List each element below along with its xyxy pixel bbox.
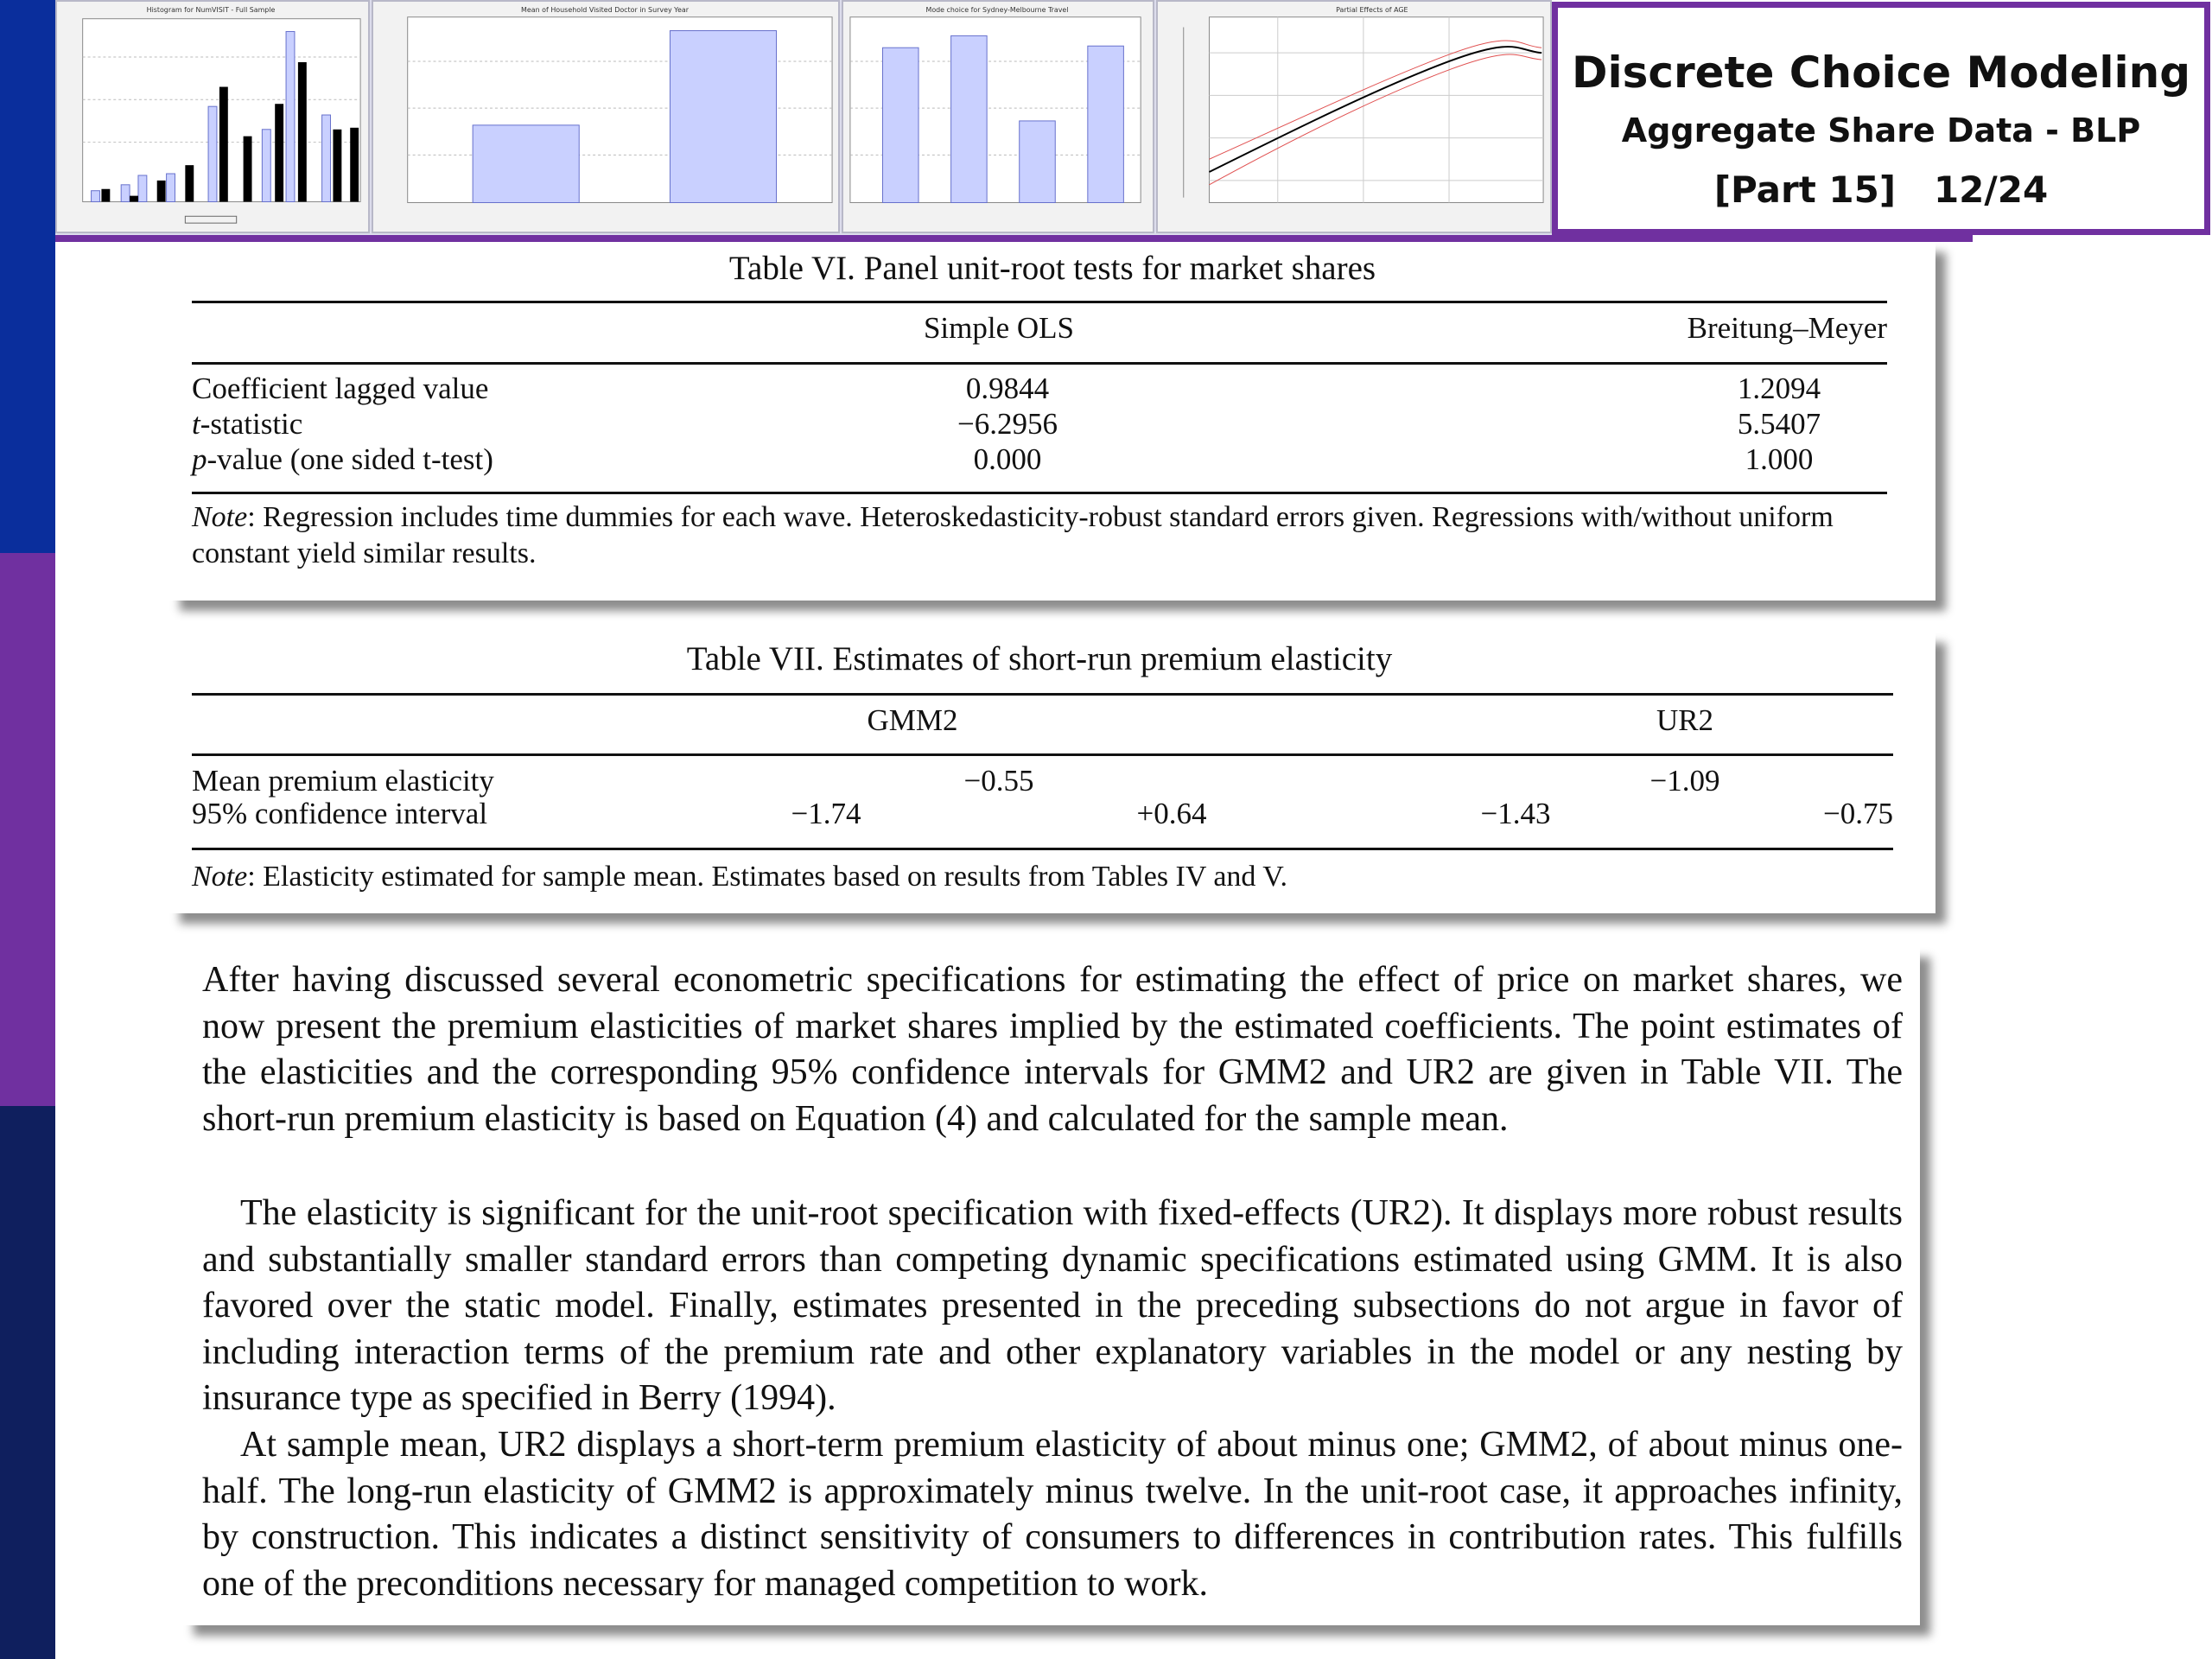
table-6-top-rule [192, 301, 1887, 303]
thumb2-title: Mean of Household Visited Doctor in Survey Year [521, 5, 689, 14]
table-7-bottom-rule [192, 848, 1893, 850]
paragraph-1: After having discussed several econometric specifications for estimating the effect of price on market shares, we now present the premium elasticities of market shares implied by the estimated coefficients. The point estimates of the elasticities and the corresponding 95% confidence intervals for GMM2 and UR2 are given in Table VII. The short-run premium elasticity is based on Equation (4) and calculated for the sample mean. [202, 960, 1903, 1139]
slide-part-indicator [1558, 168, 2204, 211]
paragraph-2: The elasticity is significant for the unit-root specification with fixed-effects (UR2). It displays more robust results and substantially smaller standard errors than competing dynamic specifications estimated using GMM. It is also favored over the static model. Finally, estimates presented in the preceding subsections do not argue in favor of including interaction terms of the premium rate and other explanatory variables in the model or any nesting by insurance type as specified in Berry (1994). [202, 1193, 1903, 1418]
table-7-cell: +0.64 [1136, 797, 1207, 830]
table-6-row-label: p-value (one sided t-test) [192, 442, 493, 476]
table-7-note: Note: Elasticity estimated for sample mean. Estimates based on results from Tables IV and V. [192, 861, 1287, 893]
table-6-cell: −6.2956 [957, 407, 1058, 441]
thumb1-title: Histogram for NumVISIT - Full Sample [146, 5, 276, 14]
page-indicator: 12/24 [1933, 168, 2049, 211]
table-7-panel [169, 632, 1936, 913]
part-label: [Part 15] [1713, 168, 1897, 211]
sidebar-band-bottom [0, 1106, 55, 1659]
table-7-row-label: 95% confidence interval [192, 797, 488, 830]
table-7-header-rule [192, 753, 1893, 756]
sidebar-band-top [0, 0, 55, 553]
table-6-col-simple-ols: Simple OLS [923, 311, 1075, 345]
table-7-col-gmm2: GMM2 [867, 703, 958, 737]
table-6-cell: 1.000 [1745, 442, 1814, 476]
body-text-panel [183, 947, 1920, 1625]
table-6-bottom-rule [192, 492, 1887, 494]
thumbnail-bar-chart-doctor-visits [372, 0, 840, 233]
table-6-cell: 0.000 [973, 442, 1042, 476]
table-6-header-rule [192, 362, 1887, 365]
table-7-top-rule [192, 693, 1893, 696]
table-7-caption: Table VII. Estimates of short-run premium elasticity [686, 640, 1393, 677]
table-6-panel [169, 242, 1936, 601]
slide-subtitle: Aggregate Share Data - BLP [1621, 111, 2141, 149]
table-7-cell: −1.09 [1649, 764, 1720, 798]
table-6-col-breitung-meyer: Breitung–Meyer [1687, 311, 1887, 345]
thumb3-title: Mode choice for Sydney-Melbourne Travel [925, 5, 1069, 14]
table-6-row-label: Coefficient lagged value [192, 372, 489, 405]
thumbnail-bar-chart-mode-choice [842, 0, 1154, 233]
table-7-col-ur2: UR2 [1656, 703, 1714, 737]
table-7-cell: −0.55 [963, 764, 1034, 798]
slide-title: Discrete Choice Modeling [1571, 48, 2191, 98]
table-6-note: Note: Regression includes time dummies for each wave. Heteroskedasticity-robust standard errors given. Regressions with/without uniform constant yield similar results. [192, 501, 1834, 569]
table-6-cell: 1.2094 [1737, 372, 1821, 405]
header-divider [55, 235, 1973, 242]
table-6-cell: 5.5407 [1737, 407, 1821, 441]
table-6-row-label: t-statistic [192, 407, 303, 441]
table-7-cell: −0.75 [1823, 797, 1893, 830]
thumbnail-partial-effects [1156, 0, 1552, 233]
table-7-cell: −1.74 [791, 797, 861, 830]
thumb4-title: Partial Effects of AGE [1336, 5, 1408, 14]
table-7-cell: −1.43 [1480, 797, 1551, 830]
table-6-cell: 0.9844 [965, 372, 1050, 405]
slide-title-box [1552, 2, 2210, 235]
table-6-caption: Table VI. Panel unit-root tests for market shares [728, 250, 1376, 287]
sidebar-band-middle [0, 553, 55, 1106]
table-7-row-label: Mean premium elasticity [192, 764, 494, 798]
thumbnail-histogram [55, 0, 370, 233]
paragraph-3: At sample mean, UR2 displays a short-term premium elasticity of about minus one; GMM2, of about minus one-half. The long-run elasticity of GMM2 is approximately minus twelve. In the unit-root case, it approaches infinity, by construction. This indicates a distinct sensitivity of consumers to differences in contribution rates. This fulfills one of the preconditions necessary for managed competition to work. [202, 1425, 1903, 1604]
